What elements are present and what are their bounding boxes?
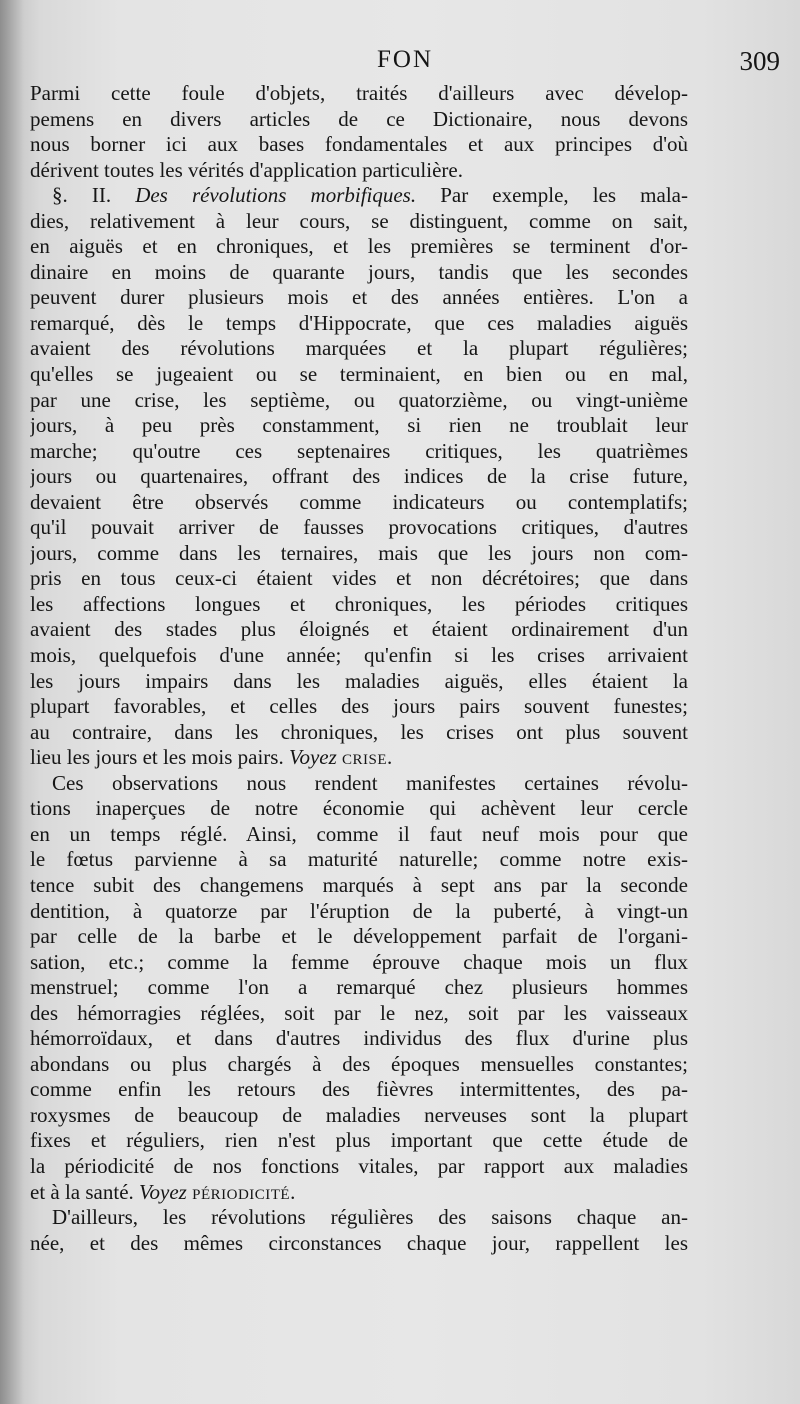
text-line: jours, à peu près constamment, si rien ne troublait leur <box>30 413 688 438</box>
section-heading-line <box>30 183 688 209</box>
page-number: 309 <box>739 46 780 76</box>
text-line: qu'il pouvait arriver de fausses provocations critiques, d'autres <box>30 515 688 540</box>
see-label: Voyez <box>288 745 337 770</box>
text-line: les jours impairs dans les maladies aiguës, elles étaient la <box>30 668 688 693</box>
text-line: dérivent toutes les vérités d'application particulière. <box>30 157 463 182</box>
text-line: pris en tous ceux-ci étaient vides et non décrétoires; que dans <box>30 566 688 591</box>
text-line: qu'elles se jugeaient ou se terminaient, en bien ou en mal, <box>30 362 688 387</box>
text-line: plupart favorables, et celles des jours pairs souvent funestes; <box>30 694 688 719</box>
text-line: des hémorragies réglées, soit par le nez, soit par les vaisseaux <box>30 1000 688 1025</box>
text-line: fixes et réguliers, rien n'est plus important que cette étude de <box>30 1128 688 1153</box>
text-fragment: et à la santé. <box>30 1179 134 1204</box>
text-line: pemens en divers articles de ce Dictionaire, nous devons <box>30 106 688 131</box>
text-line: tence subit des changemens marqués à sept ans par la seconde <box>30 872 688 897</box>
section-title: Des révolutions morbifiques. <box>135 183 417 208</box>
text-line <box>30 1180 688 1206</box>
text-line: par celle de la barbe et le développement parfait de l'organi- <box>30 924 688 949</box>
section-mark: §. II. <box>52 183 112 208</box>
text-line: les affections longues et chroniques, les périodes critiques <box>30 591 688 616</box>
text-line: en un temps réglé. Ainsi, comme il faut neuf mois pour que <box>30 821 688 846</box>
text-line: peuvent durer plusieurs mois et des années entières. L'on a <box>30 285 688 310</box>
text-line: avaient des révolutions marquées et la plupart régulières; <box>30 336 688 361</box>
text-line: avaient des stades plus éloignés et étaient ordinairement d'un <box>30 617 688 642</box>
text-line <box>30 745 688 771</box>
text-line: D'ailleurs, les révolutions régulières des saisons chaque an- <box>52 1205 688 1230</box>
running-head-title: FON <box>376 46 433 73</box>
text-line: devaient être observés comme indicateurs ou contemplatifs; <box>30 489 688 514</box>
text-line: en aiguës et en chroniques, et les premières se terminent d'or- <box>30 234 688 259</box>
binding-shadow <box>0 0 24 1404</box>
text-line: nous borner ici aux bases fondamentales et aux principes d'où <box>30 132 688 157</box>
paragraph-observations <box>30 771 688 1205</box>
text-line: le fœtus parvienne à sa maturité naturelle; comme notre exis- <box>30 847 688 872</box>
paragraph-continuation <box>30 1205 688 1256</box>
text-line: jours ou quartenaires, offrant des indices de la crise future, <box>30 464 688 489</box>
cross-reference: périodicité. <box>192 1179 296 1204</box>
text-line: mois, quelquefois d'une année; qu'enfin si les crises arrivaient <box>30 643 688 668</box>
text-line: remarqué, dès le temps d'Hippocrate, que ces maladies aiguës <box>30 310 688 335</box>
text-line: par une crise, les septième, ou quatorzième, ou vingt-unième <box>30 387 688 412</box>
text-line: abondans ou plus chargés à des époques mensuelles constantes; <box>30 1051 688 1076</box>
body-text <box>30 81 688 1256</box>
text-line: née, et des mêmes circonstances chaque jour, rappellent les <box>30 1230 688 1255</box>
text-line: dentition, à quatorze par l'éruption de la puberté, à vingt-un <box>30 898 688 923</box>
text-line: Ces observations nous rendent manifestes certaines révolu- <box>52 770 688 795</box>
text-line: dies, relativement à leur cours, se distinguent, comme on sait, <box>30 208 688 233</box>
text-line: dinaire en moins de quarante jours, tandis que les secondes <box>30 259 688 284</box>
text-line: menstruel; comme l'on a remarqué chez plusieurs hommes <box>30 975 688 1000</box>
text-line: Parmi cette foule d'objets, traités d'ailleurs avec dévelop- <box>30 81 688 105</box>
text-line: sation, etc.; comme la femme éprouve chaque mois un flux <box>30 949 688 974</box>
see-label: Voyez <box>139 1179 187 1204</box>
text-line: la périodicité de nos fonctions vitales, par rapport aux maladies <box>30 1153 688 1178</box>
cross-reference: crise. <box>342 745 393 770</box>
text-line: comme enfin les retours des fièvres intermittentes, des pa- <box>30 1077 688 1102</box>
text-line: hémorroïdaux, et dans d'autres individus des flux d'urine plus <box>30 1026 688 1051</box>
text-fragment: lieu les jours et les mois pairs. <box>30 745 284 770</box>
text-line: roxysmes de beaucoup de maladies nerveuses sont la plupart <box>30 1102 688 1127</box>
text-line: au contraire, dans les chroniques, les crises ont plus souvent <box>30 719 688 744</box>
text-line: marche; qu'outre ces septenaires critiques, les quatrièmes <box>30 438 688 463</box>
text-line: jours, comme dans les ternaires, mais que les jours non com- <box>30 540 688 565</box>
paragraph-section-2 <box>30 183 688 771</box>
text-fragment: Par exemple, les mala- <box>440 183 688 208</box>
running-head <box>30 46 780 78</box>
text-line: tions inaperçues de notre économie qui achèvent leur cercle <box>30 796 688 821</box>
paragraph-intro <box>30 81 688 183</box>
